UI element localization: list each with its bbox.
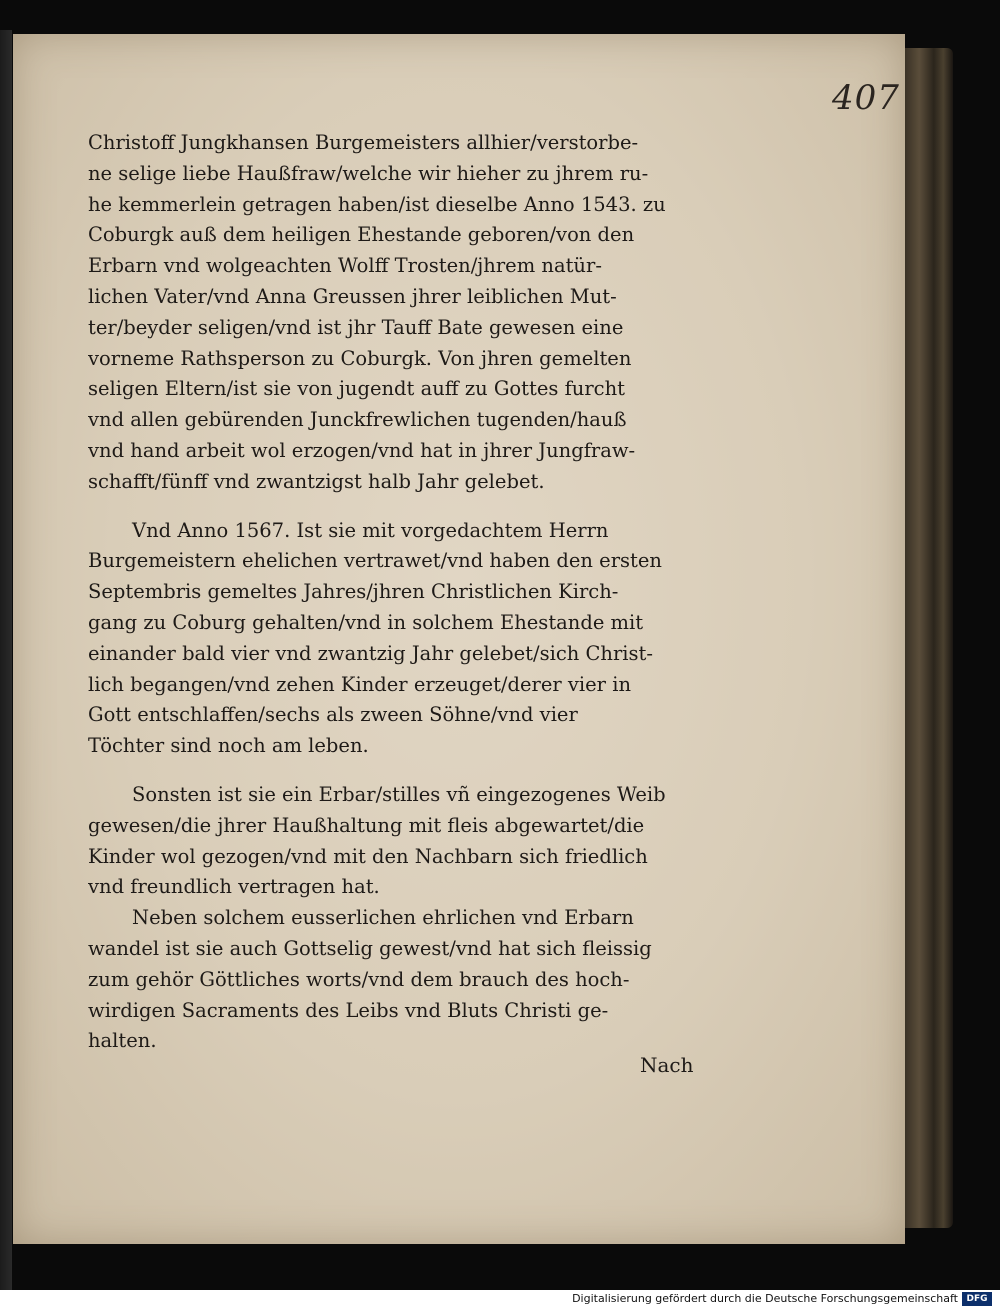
text-line: vorneme Rathsperson zu Coburgk. Von jhren gemelten <box>88 346 632 370</box>
text-line: lichen Vater/vnd Anna Greussen jhrer leiblichen Mut- <box>88 284 617 308</box>
text-line: Burgemeistern ehelichen vertrawet/vnd haben den ersten <box>88 549 662 573</box>
book-edge-right <box>905 48 953 1228</box>
digitization-footer <box>0 1290 1000 1309</box>
text-line: halten. <box>88 1029 157 1053</box>
text-line: Gott entschlaffen/sechs als zween Söhne/vnd vier <box>88 703 578 727</box>
text-line: he kemmerlein getragen haben/ist dieselbe Anno 1543. zu <box>88 192 666 216</box>
text-line: einander bald vier vnd zwantzig Jahr gelebet/sich Christ- <box>88 641 653 665</box>
text-line: seligen Eltern/ist sie von jugendt auff zu Gottes furcht <box>88 377 625 401</box>
catchword: Nach <box>640 1053 694 1077</box>
text-line: wirdigen Sacraments des Leibs vnd Bluts Christi ge- <box>88 998 609 1022</box>
text-line: vnd allen gebürenden Junckfrewlichen tugenden/hauß <box>88 408 627 432</box>
text-line: Septembris gemeltes Jahres/jhren Christlichen Kirch- <box>88 580 619 604</box>
paragraph-4 <box>88 903 720 1057</box>
text-line: Erbarn vnd wolgeachten Wolff Trosten/jhrem natür- <box>88 254 602 278</box>
text-line: Coburgk auß dem heiligen Ehestande geboren/von den <box>88 223 635 247</box>
text-line: ter/beyder seligen/vnd ist jhr Tauff Bate gewesen eine <box>88 315 624 339</box>
text-line: gewesen/die jhrer Haußhaltung mit fleis abgewartet/die <box>88 813 645 837</box>
text-line: Sonsten ist sie ein Erbar/stilles vñ eingezogenes Weib <box>132 782 666 806</box>
text-line: wandel ist sie auch Gottselig gewest/vnd hat sich fleissig <box>88 936 652 960</box>
page-number: 407 <box>832 78 900 118</box>
funding-notice: Digitalisierung gefördert durch die Deutsche Forschungsgemeinschaft <box>572 1292 958 1305</box>
text-line: Vnd Anno 1567. Ist sie mit vorgedachtem Herrn <box>132 518 609 542</box>
text-line: schafft/fünff vnd zwantzigst halb Jahr gelebet. <box>88 469 545 493</box>
text-line: lich begangen/vnd zehen Kinder erzeuget/derer vier in <box>88 672 632 696</box>
paragraph-2 <box>88 516 720 762</box>
paragraph-3 <box>88 780 720 903</box>
text-line: ne selige liebe Haußfraw/welche wir hieher zu jhrem ru- <box>88 161 649 185</box>
text-line: vnd freundlich vertragen hat. <box>88 875 380 899</box>
paragraph-gap <box>88 498 720 516</box>
dfg-logo-icon: DFG <box>962 1292 992 1306</box>
text-line: gang zu Coburg gehalten/vnd in solchem Ehestande mit <box>88 610 644 634</box>
paragraph-gap <box>88 762 720 780</box>
text-line: vnd hand arbeit wol erzogen/vnd hat in jhrer Jungfraw- <box>88 438 636 462</box>
book-binding-left <box>0 30 12 1292</box>
page-text <box>88 128 720 1057</box>
text-line: Kinder wol gezogen/vnd mit den Nachbarn sich friedlich <box>88 844 648 868</box>
text-line: Töchter sind noch am leben. <box>88 734 369 758</box>
text-line: Neben solchem eusserlichen ehrlichen vnd Erbarn <box>132 906 634 930</box>
text-line: Christoff Jungkhansen Burgemeisters allhier/verstorbe- <box>88 131 639 154</box>
text-line: zum gehör Göttliches worts/vnd dem brauch des hoch- <box>88 967 630 991</box>
paragraph-1 <box>88 128 720 498</box>
